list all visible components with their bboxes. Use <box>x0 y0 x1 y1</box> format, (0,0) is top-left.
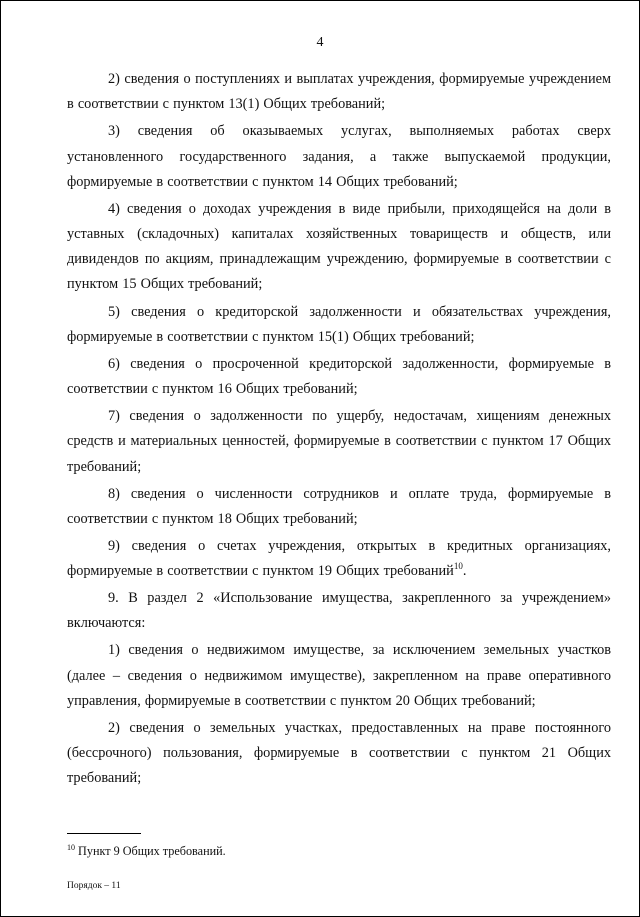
footnote-number: 10 <box>67 843 75 852</box>
paragraph: 7) сведения о задолженности по ущербу, недостачам, хищениям денежных средств и материальных ценностей, формируемые в соответствии с пунктом 17 Общих требований; <box>67 408 611 475</box>
paragraph-text: 9) сведения о счетах учреждения, открытых в кредитных организациях, формируемые в соответствии с пунктом 19 Общих требований <box>67 537 611 580</box>
paragraph: 8) сведения о численности сотрудников и оплате труда, формируемые в соответствии с пунктом 18 Общих требований; <box>67 485 611 527</box>
footnote-text: Пункт 9 Общих требований. <box>78 844 226 858</box>
page-number: 4 <box>316 35 324 50</box>
paragraph: 1) сведения о недвижимом имуществе, за исключением земельных участков (далее – сведения о недвижимом имуществе), закрепленном на праве оперативного управления, формируемые в соответствии с пунктом 20 Общих требований; <box>67 642 611 709</box>
footnote <box>67 843 226 859</box>
section-paragraph: 9. В раздел 2 «Использование имущества, закрепленного за учреждением» включаются: <box>67 590 611 632</box>
paragraph: 4) сведения о доходах учреждения в виде прибыли, приходящейся на доли в уставных (складочных) капиталах хозяйственных товариществ и обществ, или дивидендов по акциям, принадлежащим учреждению, формируемые в соответствии с пунктом 15 Общих требований; <box>67 200 611 293</box>
paragraph-with-footnote <box>67 534 611 584</box>
paragraph: 5) сведения о кредиторской задолженности и обязательствах учреждения, формируемые в соответствии с пунктом 15(1) Общих требований; <box>67 303 611 345</box>
footer-mark: Порядок – 11 <box>67 881 121 891</box>
paragraph: 2) сведения о поступлениях и выплатах учреждения, формируемые учреждением в соответствии с пунктом 13(1) Общих требований; <box>67 71 611 113</box>
body-text <box>67 67 611 792</box>
paragraph: 6) сведения о просроченной кредиторской задолженности, формируемые в соответствии с пунктом 16 Общих требований; <box>67 355 611 397</box>
paragraph-tail: . <box>462 563 467 580</box>
paragraph: 2) сведения о земельных участках, предоставленных на праве постоянного (бессрочного) пользования, формируемые в соответствии с пунктом 21 Общих требований; <box>67 719 611 787</box>
footnote-separator <box>67 833 141 834</box>
footnote-reference: 10 <box>453 561 463 572</box>
paragraph: 3) сведения об оказываемых услугах, выполняемых работах сверх установленного государственного задания, а также выпускаемой продукции, формируемые в соответствии с пунктом 14 Общих требований; <box>67 123 611 190</box>
